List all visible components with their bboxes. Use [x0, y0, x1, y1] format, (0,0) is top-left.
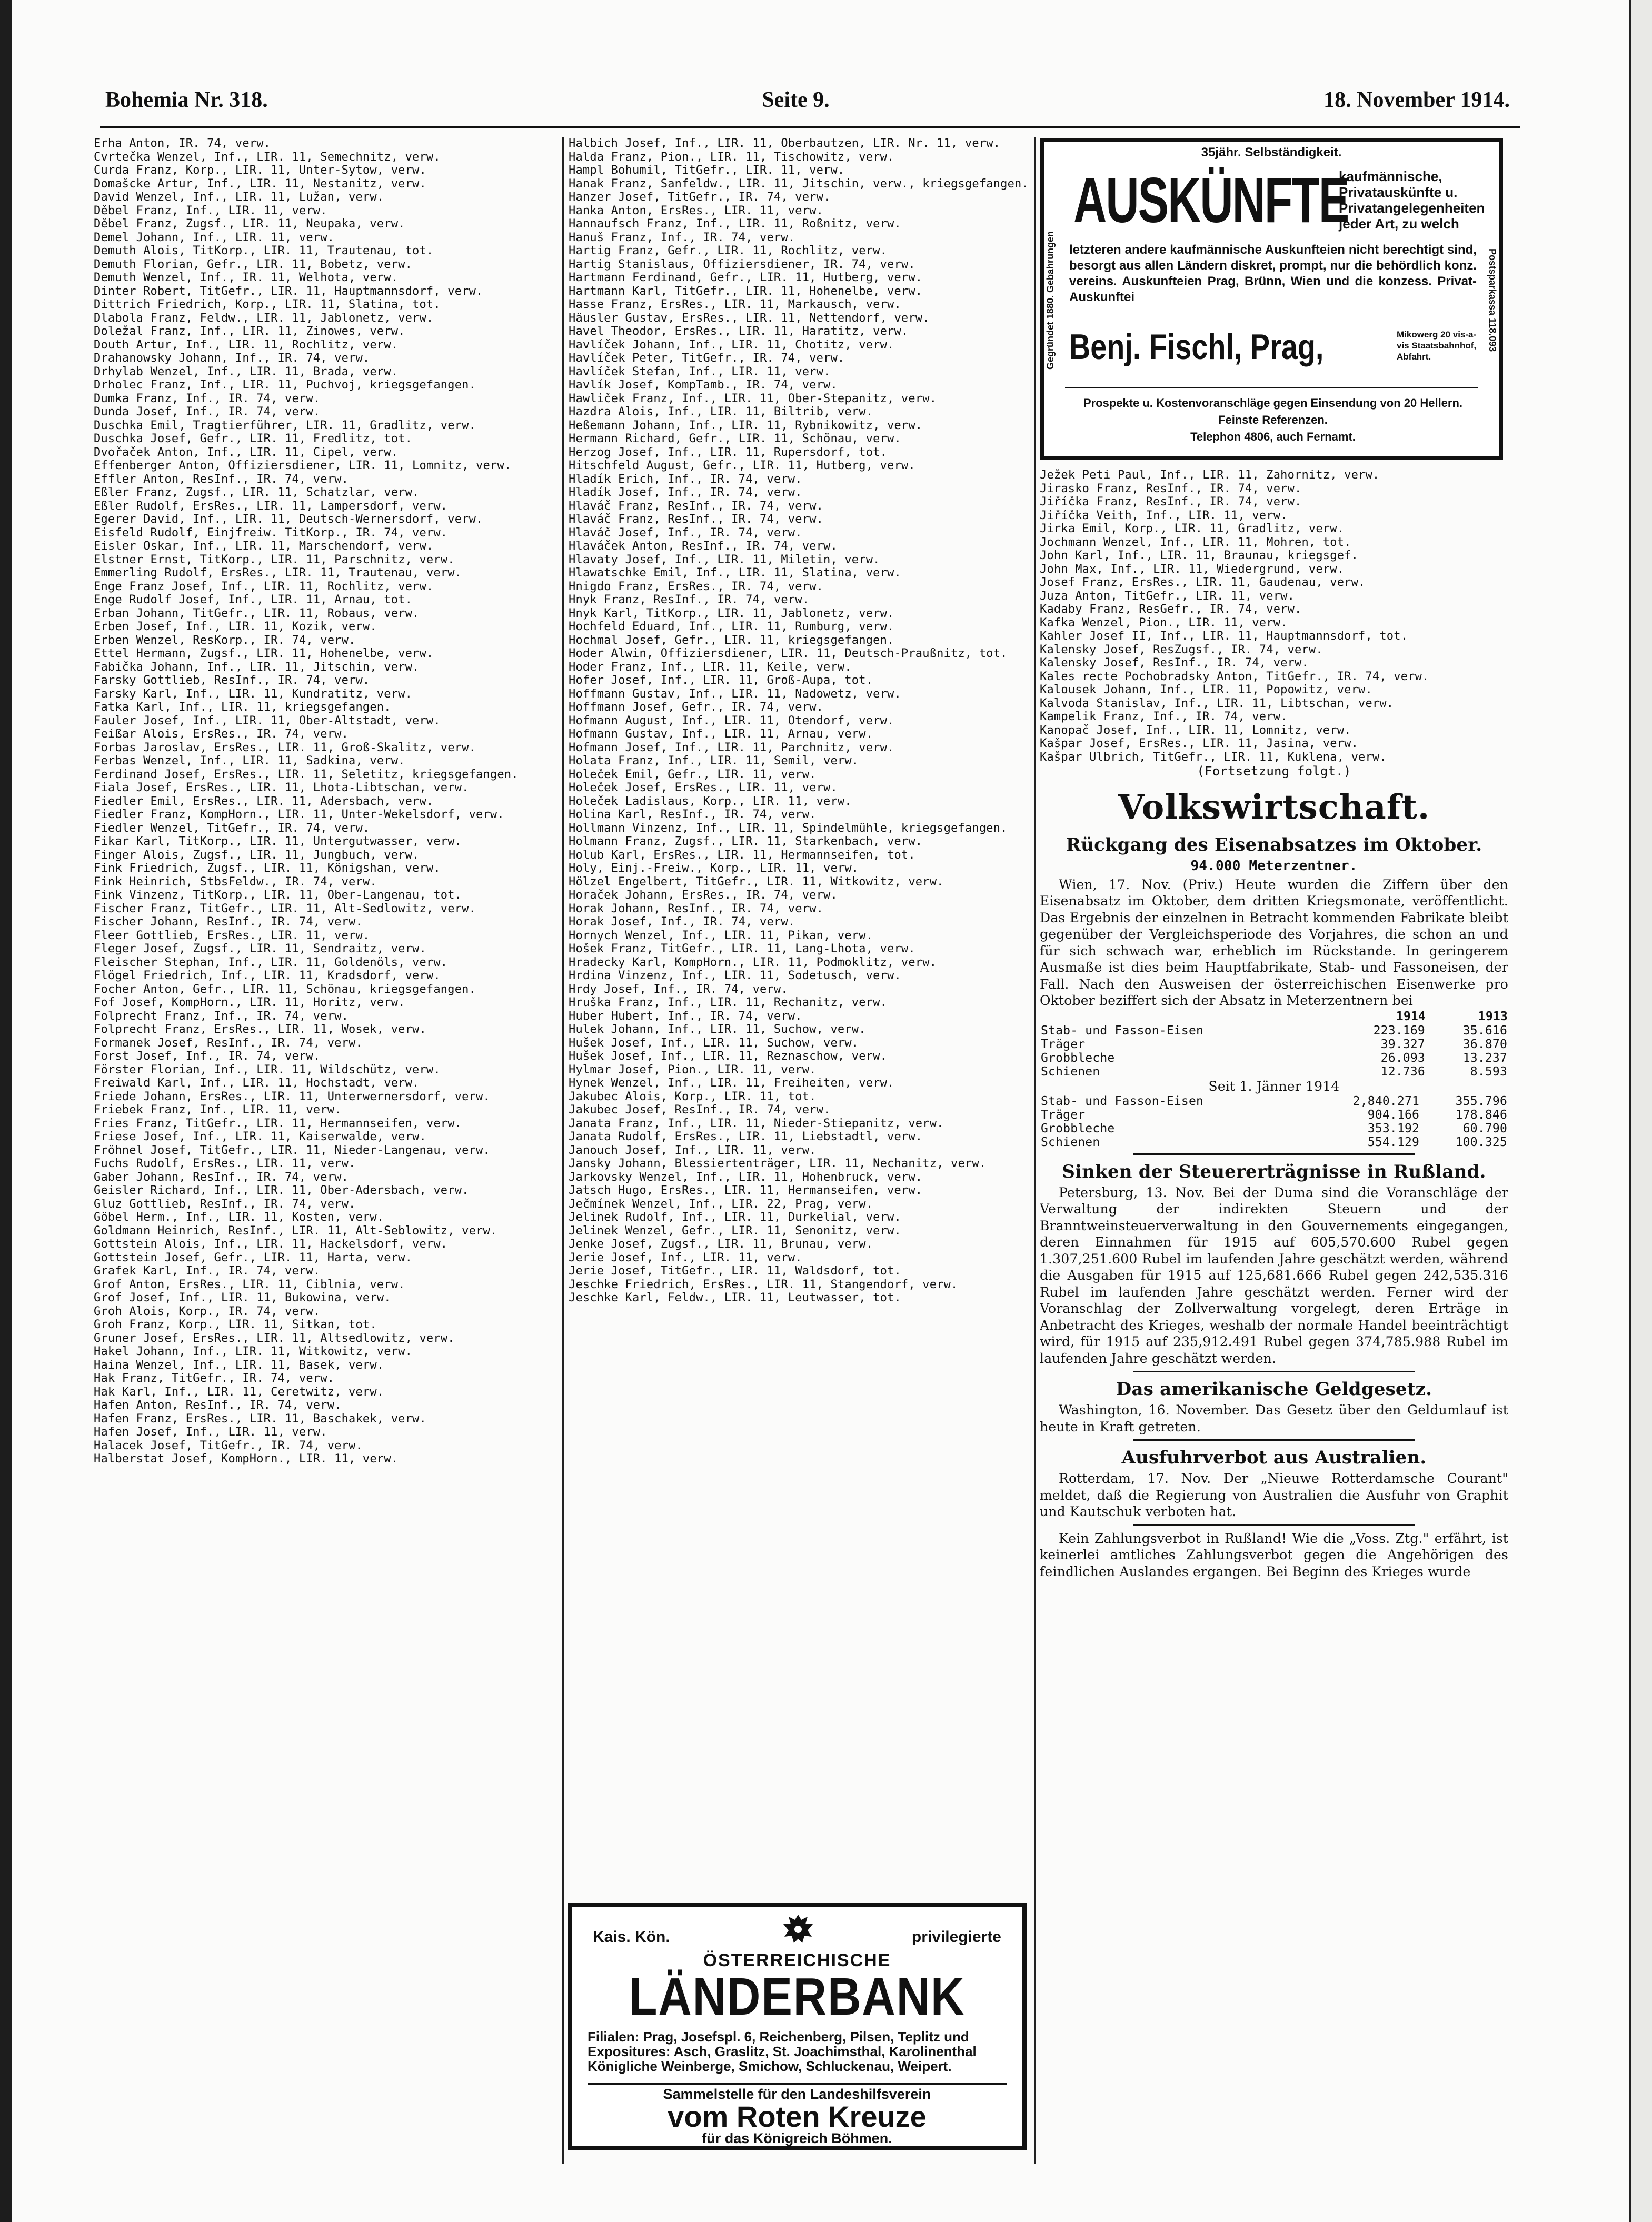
casualty-entry: Hampl Bohumil, TitGefr., LIR. 11, verw.	[569, 164, 845, 177]
casualty-entry: Hartmann Karl, TitGefr., LIR. 11, Hohenelbe, verw.	[569, 284, 923, 298]
casualty-entry: Hartmann Ferdinand, Gefr., LIR. 11, Hutberg, verw.	[569, 271, 923, 284]
table-cell-value: 355.796	[1455, 1094, 1507, 1108]
casualty-entry: Farsky Gottlieb, ResInf., IR. 74, verw.	[94, 674, 370, 687]
header-page-number: Seite 9.	[762, 88, 830, 112]
casualty-entry: Fiedler Emil, ErsRes., LIR. 11, Adersbach, verw.	[94, 794, 434, 808]
page-header	[105, 79, 1510, 121]
table-row	[1040, 1051, 1508, 1065]
ad-headline: AUSKÜNFTE	[1073, 164, 1349, 236]
article-divider	[1133, 1439, 1415, 1441]
article-body-russia-taxes: Petersburg, 13. Nov. Bei der Duma sind die Voranschläge der Verwaltung der indirekten Steuern und der Branntweinsteuerverwaltung in den Gouvernements eingegangen, deren Einnahmen für 1915 auf 605,570.600 Rubel gegen 1.307,251.600 Rubel im laufenden Jahre geschätzt werden, während die Ausgaben für 1915 auf 125,681.666 Rubel gegen 242,535.316 Rubel im laufenden Jahre geschätzt werden. Ferner wird der Voranschlag der Zollverwaltung vorgelegt, deren Erträge in Anbetracht des Krieges, weshalb der normale Handel beeinträchtigt wird, für 1915 auf 235,912.491 Rubel gegen 374,785.988 Rubel im laufenden Jahre geschätzt werden.	[1040, 1184, 1508, 1366]
table-cell-value: 60.790	[1462, 1121, 1507, 1135]
casualty-entry: Kales recte Pochobradsky Anton, TitGefr., IR. 74, verw.	[1040, 670, 1429, 683]
casualty-entry: Ettel Hermann, Zugsf., LIR. 11, Hohenelbe, verw.	[94, 647, 434, 660]
casualty-entry: Kadaby Franz, ResGefr., IR. 74, verw.	[1040, 603, 1302, 616]
casualty-entry: Dunda Josef, Inf., IR. 74, verw.	[94, 405, 321, 419]
casualty-entry: Feißar Alois, ErsRes., IR. 74, verw.	[94, 728, 349, 741]
casualty-entry: Doležal Franz, Inf., LIR. 11, Zinowes, verw.	[94, 325, 405, 338]
casualty-entry: Drhylab Wenzel, Inf., LIR. 11, Brada, verw.	[94, 365, 399, 378]
casualty-entry: Kampelik Franz, Inf., IR. 74, verw.	[1040, 710, 1288, 723]
casualty-entry: Friebek Franz, Inf., LIR. 11, verw.	[94, 1103, 342, 1117]
ad-side-text-left: Gegründet 1880. Gebahrungen	[1045, 231, 1056, 370]
table-cell-product: Grobbleche	[1041, 1121, 1115, 1135]
table-cell-value: 12.736	[1380, 1064, 1425, 1079]
casualty-entry: Jelinek Rudolf, Inf., LIR. 11, Durkelial, verw.	[569, 1211, 901, 1224]
casualty-entry: Fink Heinrich, StbsFeldw., IR. 74, verw.	[94, 875, 377, 889]
casualty-entry: Eßler Rudolf, ErsRes., LIR. 11, Lampersdorf, verw.	[94, 499, 448, 513]
continued-note: (Fortsetzung folgt.)	[1197, 764, 1351, 779]
table-row	[1040, 1024, 1508, 1038]
table-header-1913: 1913	[1478, 1009, 1508, 1023]
casualty-entry: Hynek Wenzel, Inf., LIR. 11, Freiheiten, verw.	[569, 1077, 894, 1090]
casualty-entry: Drholec Franz, Inf., LIR. 11, Puchvoj, kriegsgefangen.	[94, 378, 476, 392]
ad-privileged: privilegierte	[911, 1928, 1001, 1946]
column-divider	[1034, 137, 1036, 2164]
advertisement-landerbank	[568, 1903, 1027, 2150]
casualty-entry: Jatsch Hugo, ErsRes., LIR. 11, Hermanseifen, verw.	[569, 1184, 923, 1197]
casualty-entry: Kalensky Josef, ResZugsf., IR. 74, verw.	[1040, 643, 1323, 656]
casualty-entry: Hasse Franz, ErsRes., LIR. 11, Markausch, verw.	[569, 298, 901, 311]
casualty-entry: Hlaváč Josef, Inf., IR. 74, verw.	[569, 526, 802, 540]
table-cell-product: Stab- und Fasson-Eisen	[1041, 1094, 1204, 1108]
casualty-entry: Forbas Jaroslav, ErsRes., LIR. 11, Groß-Skalitz, verw.	[94, 741, 476, 754]
casualty-entry: Jenke Josef, Zugsf., LIR. 11, Brunau, verw.	[569, 1238, 873, 1251]
casualty-entry: Hartig Stanislaus, Offiziersdiener, IR. 74, verw.	[569, 257, 915, 271]
casualty-entry: Fuchs Rudolf, ErsRes., LIR. 11, verw.	[94, 1157, 356, 1170]
casualty-entry: Hoder Alwin, Offiziersdiener, LIR. 11, Deutsch-Praußnitz, tot.	[569, 647, 1008, 660]
article-body-payment-ban: Kein Zahlungsverbot in Rußland! Wie die „Voss. Ztg." erfährt, ist keinerlei amtliches Zahlungsverbot gegen die Angehörigen des feindlichen Auslandes ergangen. Bei Beginn des Krieges wurde	[1040, 1530, 1508, 1579]
casualty-entry: Fauler Josef, Inf., LIR. 11, Ober-Altstadt, verw.	[94, 714, 441, 728]
casualty-entry: Jerie Josef, TitGefr., LIR. 11, Waldsdorf, tot.	[569, 1264, 901, 1278]
casualty-entry: Hlaváček Anton, ResInf., IR. 74, verw.	[569, 540, 838, 553]
casualty-entry: Hanak Franz, Sanfeldw., LIR. 11, Jitschin, verw., kriegsgefangen.	[569, 177, 1029, 191]
casualty-entry: Jeschke Karl, Feldw., LIR. 11, Leutwasser, tot.	[569, 1291, 901, 1304]
casualty-entry: Hitschfeld August, Gefr., LIR. 11, Hutberg, verw.	[569, 459, 915, 472]
casualty-entry: Kafka Wenzel, Pion., LIR. 11, verw.	[1040, 616, 1288, 630]
casualty-entry: Enge Rudolf Josef, Inf., LIR. 11, Arnau, tot.	[94, 593, 413, 606]
casualty-entry: Hrdina Vinzenz, Inf., LIR. 11, Sodetusch, verw.	[569, 969, 901, 982]
casualty-entry: Grafek Karl, Inf., IR. 74, verw.	[94, 1264, 321, 1278]
casualty-entry: Goldmann Heinrich, ResInf., LIR. 11, Alt-Seblowitz, verw.	[94, 1224, 497, 1238]
casualty-entry: Jochmann Wenzel, Inf., LIR. 11, Mohren, tot.	[1040, 535, 1351, 549]
table-cell-value: 13.237	[1462, 1051, 1507, 1065]
ad-tagline: 35jähr. Selbständigkeit.	[1201, 145, 1342, 160]
casualty-entry: David Wenzel, Inf., LIR. 11, Lužan, verw.	[94, 191, 384, 204]
casualty-entry: Fischer Franz, TitGefr., LIR. 11, Alt-Sedlowitz, verw.	[94, 902, 476, 915]
ad-telephone: Telephon 4806, auch Fernamt.	[1190, 430, 1356, 443]
casualty-entry: Folprecht Franz, ErsRes., LIR. 11, Wosek, verw.	[94, 1023, 426, 1036]
casualty-entry: Horaček Johann, ErsRes., IR. 74, verw.	[569, 889, 838, 902]
casualty-entry: Ječmínek Wenzel, Inf., LIR. 22, Prag, verw.	[569, 1197, 873, 1211]
casualty-entry: Fröhnel Josef, TitGefr., LIR. 11, Nieder-Langenau, verw.	[94, 1143, 490, 1157]
table-cell-product: Träger	[1041, 1037, 1086, 1051]
casualty-entry: Fink Friedrich, Zugsf., LIR. 11, Königshan, verw.	[94, 862, 441, 875]
casualty-entry: Dinter Robert, TitGefr., LIR. 11, Hauptmannsdorf, verw.	[94, 284, 483, 298]
table-cell-value: 2,840.271	[1352, 1094, 1420, 1108]
casualty-entry: Hanka Anton, ErsRes., LIR. 11, verw.	[569, 204, 824, 217]
casualty-entry: Emmerling Rudolf, ErsRes., LIR. 11, Trautenau, verw.	[94, 566, 462, 580]
casualty-entry: Hannaufsch Franz, Inf., LIR. 11, Roßnitz, verw.	[569, 217, 901, 231]
casualty-entry: Havel Theodor, ErsRes., LIR. 11, Haratitz, verw.	[569, 325, 909, 338]
casualty-entry: Hafen Franz, ErsRes., LIR. 11, Baschakek, verw.	[94, 1412, 426, 1426]
casualty-entry: Drahanowsky Johann, Inf., IR. 74, verw.	[94, 352, 370, 365]
table-cell-value: 100.325	[1455, 1135, 1507, 1149]
casualty-entry: Hylmar Josef, Pion., LIR. 11, verw.	[569, 1063, 817, 1077]
casualty-entry: Hölzel Engelbert, TitGefr., LIR. 11, Witkowitz, verw.	[569, 875, 944, 889]
casualty-entry: Halbich Josef, Inf., LIR. 11, Oberbautzen, LIR. Nr. 11, verw.	[569, 137, 1001, 150]
column-divider	[562, 137, 564, 2164]
casualty-entry: Fiedler Franz, KompHorn., LIR. 11, Unter-Wekelsdorf, verw.	[94, 808, 504, 821]
casualty-entry: Havlíček Stefan, Inf., LIR. 11, verw.	[569, 365, 831, 378]
casualty-entry: Jeschke Friedrich, ErsRes., LIR. 11, Stangendorf, verw.	[569, 1278, 958, 1291]
casualty-entry: Jakubec Alois, Korp., LIR. 11, tot.	[569, 1090, 817, 1103]
casualty-entry: Ferdinand Josef, ErsRes., LIR. 11, Seletitz, kriegsgefangen.	[94, 768, 519, 781]
article-divider	[1133, 1153, 1415, 1155]
casualty-entry: Enge Franz Josef, Inf., LIR. 11, Rochlitz, verw.	[94, 580, 434, 593]
section-title-economy: Volkswirtschaft.	[1118, 787, 1430, 827]
casualty-entry: Hlaváč Franz, ResInf., IR. 74, verw.	[569, 513, 824, 526]
table-cell-value: 353.192	[1367, 1121, 1420, 1135]
casualty-entry: Hak Karl, Inf., LIR. 11, Ceretwitz, verw.	[94, 1385, 384, 1399]
casualty-entry: Holeček Ladislaus, Korp., LIR. 11, verw.	[569, 794, 852, 808]
ad-red-cross: vom Roten Kreuze	[668, 2100, 927, 2133]
casualty-entry: Jirasko Franz, ResInf., IR. 74, verw.	[1040, 482, 1302, 495]
casualty-entry: Hnyk Franz, ResInf., IR. 74, verw.	[569, 593, 810, 606]
scan-edge-left	[0, 0, 12, 2222]
double-eagle-icon	[777, 1910, 819, 1952]
casualty-entry: Hanuš Franz, Inf., IR. 74, verw.	[569, 231, 795, 244]
ad-right-text: kaufmännische, Privatauskünfte u. Privatangelegenheiten jeder Art, zu welch	[1339, 168, 1485, 232]
article-body-us-money-law: Washington, 16. November. Das Gesetz über den Geldumlauf ist heute in Kraft getreten.	[1040, 1402, 1508, 1434]
casualty-entry: Demuth Alois, TitKorp., LIR. 11, Trautenau, tot.	[94, 244, 434, 257]
casualty-entry: Ferbas Wenzel, Inf., LIR. 11, Sadkina, verw.	[94, 754, 405, 768]
casualty-entry: Eßler Franz, Zugsf., LIR. 11, Schatzlar, verw.	[94, 486, 420, 499]
casualty-entry: Havlík Josef, KompTamb., IR. 74, verw.	[569, 378, 838, 392]
table-header-1914: 1914	[1396, 1009, 1426, 1023]
article-title-iron: Rückgang des Eisenabsatzes im Oktober.	[1066, 834, 1482, 855]
casualty-entry: Jarkovsky Wenzel, Inf., LIR. 11, Hohenbruck, verw.	[569, 1170, 923, 1184]
casualty-entry: Kalousek Johann, Inf., LIR. 11, Popowitz, verw.	[1040, 683, 1372, 696]
casualty-entry: Kašpar Ulbrich, TitGefr., LIR. 11, Kuklena, verw.	[1040, 750, 1387, 764]
casualty-entry: Fof Josef, KompHorn., LIR. 11, Horitz, verw.	[94, 996, 405, 1009]
casualty-list-column-2	[569, 137, 1032, 1885]
article-subtitle-iron: 94.000 Meterzentner.	[1190, 858, 1358, 874]
casualty-entry: John Max, Inf., LIR. 11, Wiedergrund, verw.	[1040, 562, 1345, 576]
ad-side-text-right: Postsparkassa 118.093	[1487, 248, 1498, 352]
casualty-entry: Heßemann Johann, Inf., LIR. 11, Rybnikowitz, verw.	[569, 419, 923, 432]
casualty-entry: Cvrtečka Wenzel, Inf., LIR. 11, Semechnitz, verw.	[94, 150, 441, 164]
casualty-entry: Děbel Franz, Inf., LIR. 11, verw.	[94, 204, 327, 217]
casualty-entry: Formanek Josef, ResInf., IR. 74, verw.	[94, 1036, 363, 1050]
casualty-entry: Jiříčka Franz, ResInf., IR. 74, verw.	[1040, 495, 1302, 509]
casualty-entry: Hušek Josef, Inf., LIR. 11, Suchow, verw.	[569, 1036, 859, 1050]
casualty-list-column-1	[94, 137, 557, 2164]
table-cell-product: Stab- und Fasson-Eisen	[1041, 1023, 1204, 1038]
right-column	[1040, 469, 1508, 2164]
casualty-entry: Gottstein Josef, Gefr., LIR. 11, Harta, verw.	[94, 1251, 413, 1264]
casualty-entry: Egerer David, Inf., LIR. 11, Deutsch-Wernersdorf, verw.	[94, 513, 483, 526]
casualty-entry: Hladík Erich, Inf., IR. 74, verw.	[569, 472, 802, 486]
casualty-entry: Hlavaty Josef, Inf., LIR. 11, Miletin, verw.	[569, 553, 880, 566]
casualty-entry: Gluz Gottlieb, ResInf., IR. 74, verw.	[94, 1197, 356, 1211]
casualty-entry: Farsky Karl, Inf., LIR. 11, Kundratitz, verw.	[94, 687, 413, 701]
ad-divider	[1065, 387, 1478, 388]
casualty-entry: Douth Artur, Inf., LIR. 11, Rochlitz, verw.	[94, 338, 399, 352]
casualty-entry: Dvořaček Anton, Inf., LIR. 11, Cipel, verw.	[94, 445, 399, 459]
casualty-entry: Hakel Johann, Inf., LIR. 11, Witkowitz, verw.	[94, 1345, 413, 1358]
header-rule	[100, 126, 1520, 128]
casualty-entry: Groh Franz, Korp., LIR. 11, Sitkan, tot.	[94, 1318, 377, 1331]
table-caption: Seit 1. Jänner 1914	[1208, 1078, 1340, 1094]
casualty-entry: Effenberger Anton, Offiziersdiener, LIR. 11, Lomnitz, verw.	[94, 459, 512, 472]
casualty-entry: Holy, Einj.-Freiw., Korp., LIR. 11, verw.	[569, 862, 859, 875]
iron-sales-table	[1040, 1009, 1508, 1079]
table-cell-product: Grobbleche	[1041, 1051, 1115, 1065]
ad-austrian: ÖSTERREICHISCHE	[703, 1950, 891, 1970]
table-cell-product: Träger	[1041, 1108, 1086, 1122]
casualty-entry: Holina Karl, ResInf., IR. 74, verw.	[569, 808, 817, 821]
casualty-entry: Gottstein Alois, Inf., LIR. 11, Hackelsdorf, verw.	[94, 1238, 448, 1251]
casualty-entry: Huber Hubert, Inf., IR. 74, verw.	[569, 1009, 802, 1023]
casualty-entry: Duschka Josef, Gefr., LIR. 11, Fredlitz, tot.	[94, 432, 413, 445]
casualty-entry: Fleer Gottlieb, ErsRes., LIR. 11, verw.	[94, 929, 370, 942]
table-cell-value: 36.870	[1462, 1037, 1507, 1051]
ad-branches: Filialen: Prag, Josefspl. 6, Reichenberg, Pilsen, Teplitz und Expositures: Asch, Graslitz, St. Joachimsthal, Karolinenthal Königliche Weinberge, Smichow, Schluckenau, Weipert.	[588, 2029, 977, 2074]
casualty-entry: Janouch Josef, Inf., LIR. 11, verw.	[569, 1143, 817, 1157]
casualty-entry: Kašpar Josef, ErsRes., LIR. 11, Jasina, verw.	[1040, 737, 1359, 750]
casualty-entry: Halberstat Josef, KompHorn., LIR. 11, verw.	[94, 1452, 399, 1466]
casualty-entry: Horak Johann, ResInf., IR. 74, verw.	[569, 902, 824, 915]
casualty-entry: Hak Franz, TitGefr., IR. 74, verw.	[94, 1372, 335, 1385]
casualty-entry: Hofer Josef, Inf., LIR. 11, Groß-Aupa, tot.	[569, 674, 873, 687]
casualty-entry: Hochfeld Eduard, Inf., LIR. 11, Rumburg, verw.	[569, 620, 894, 633]
ad-footer	[1069, 395, 1477, 445]
casualty-entry: Hoffmann Josef, Gefr., IR. 74, verw.	[569, 701, 824, 714]
article-body-iron: Wien, 17. Nov. (Priv.) Heute wurden die Ziffern über den Eisenabsatz im Oktober, dem dritten Kriegsmonate, veröffentlicht. Das Ergebnis der einzelnen in Betracht kommenden Fabrikate bleibt gegenüber der Vergleichsperiode des Vorjahres, die schon an und für sich schwach war, erheblich im Rückstande. In geringerem Ausmaße ist dies beim Hauptfabrikate, Stab- und Fassoneisen, der Fall. Nach den Ausweisen der österreichischen Eisenwerke pro Oktober beziffert sich der Absatz in Meterzentnern bei	[1040, 876, 1508, 1008]
casualty-entry: Haina Wenzel, Inf., LIR. 11, Basek, verw.	[94, 1358, 384, 1372]
casualty-entry: Hlawatschke Emil, Inf., LIR. 11, Slatina, verw.	[569, 566, 901, 580]
ad-company-name: Benj. Fischl, Prag,	[1069, 327, 1324, 367]
casualty-entry: Fatka Karl, Inf., LIR. 11, kriegsgefangen.	[94, 701, 391, 714]
casualty-entry: Kahler Josef II, Inf., LIR. 11, Hauptmannsdorf, tot.	[1040, 630, 1408, 643]
article-divider	[1133, 1371, 1415, 1372]
casualty-entry: Focher Anton, Gefr., LIR. 11, Schönau, kriegsgefangen.	[94, 982, 476, 996]
article-body-australia-export: Rotterdam, 17. Nov. Der „Nieuwe Rotterdamsche Courant" meldet, daß die Regierung von Australien die Ausfuhr von Graphit und Kautschuk verboten hat.	[1040, 1471, 1508, 1519]
casualty-entry: Holub Karl, ErsRes., LIR. 11, Hermannseifen, tot.	[569, 848, 915, 862]
casualty-entry: Häusler Gustav, ErsRes., LIR. 11, Nettendorf, verw.	[569, 311, 930, 325]
ad-body: letzteren andere kaufmännische Auskunfteien nicht berechtigt sind, besorgt aus allen Ländern diskret, prompt, nur die behördlich konz. vereins. Auskunfteien Prag, Brünn, Wien und die konzess. Privat-Auskunftei	[1069, 243, 1477, 304]
casualty-entry: Hawliček Franz, Inf., LIR. 11, Ober-Stepanitz, verw.	[569, 392, 937, 405]
casualty-entry: Horak Josef, Inf., IR. 74, verw.	[569, 915, 795, 929]
article-title-russia-taxes: Sinken der Steuererträgnisse in Rußland.	[1062, 1161, 1486, 1182]
scan-edge-right	[1629, 0, 1652, 2222]
table-row	[1040, 1038, 1508, 1051]
casualty-entry: Halacek Josef, TitGefr., IR. 74, verw.	[94, 1439, 363, 1452]
casualty-entry: Gaber Johann, ResInf., IR. 74, verw.	[94, 1170, 349, 1184]
casualty-entry: Flögel Friedrich, Inf., LIR. 11, Kradsdorf, verw.	[94, 969, 441, 982]
casualty-entry: Hazdra Alois, Inf., LIR. 11, Biltrib, verw.	[569, 405, 873, 419]
casualty-entry: Hradecky Karl, KompHorn., LIR. 11, Podmoklitz, verw.	[569, 955, 937, 969]
casualty-entry: Dlabola Franz, Feldw., LIR. 11, Jablonetz, verw.	[94, 311, 434, 325]
header-paper-name: Bohemia Nr. 318.	[105, 88, 268, 112]
casualty-entry: Domašcke Artur, Inf., LIR. 11, Nestanitz, verw.	[94, 177, 426, 191]
casualty-entry: Hartig Franz, Gefr., LIR. 11, Rochlitz, verw.	[569, 244, 888, 257]
table-cell-value: 35.616	[1462, 1023, 1507, 1038]
table-row	[1040, 1135, 1508, 1149]
article-divider	[1133, 1524, 1415, 1526]
casualty-entry: Kanopač Josef, Inf., LIR. 11, Lomnitz, verw.	[1040, 723, 1351, 737]
table-cell-value: 554.129	[1367, 1135, 1420, 1149]
casualty-entry: Kalensky Josef, ResInf., IR. 74, verw.	[1040, 656, 1309, 670]
casualty-entry: Hošek Franz, TitGefr., LIR. 11, Lang-Lhota, verw.	[569, 942, 915, 955]
casualty-entry: Duschka Emil, Tragtierführer, LIR. 11, Gradlitz, verw.	[94, 419, 476, 432]
casualty-entry: Janata Franz, Inf., LIR. 11, Nieder-Stiepanitz, verw.	[569, 1117, 944, 1130]
casualty-entry: Hoder Franz, Inf., LIR. 11, Keile, verw.	[569, 660, 852, 674]
casualty-entry: Děbel Franz, Zugsf., LIR. 11, Neupaka, verw.	[94, 217, 405, 231]
casualty-entry: Freiwald Karl, Inf., LIR. 11, Hochstadt, verw.	[94, 1077, 420, 1090]
casualty-entry: Jirka Emil, Korp., LIR. 11, Gradlitz, verw.	[1040, 522, 1345, 535]
casualty-entry: Grof Anton, ErsRes., LIR. 11, Ciblnia, verw.	[94, 1278, 405, 1291]
casualty-entry: Friese Josef, Inf., LIR. 11, Kaiserwalde, verw.	[94, 1130, 426, 1143]
table-cell-value: 223.169	[1373, 1023, 1425, 1038]
header-date: 18. November 1914.	[1323, 88, 1510, 112]
casualty-entry: Hochmal Josef, Gefr., LIR. 11, kriegsgefangen.	[569, 633, 894, 647]
casualty-entry: Hollmann Vinzenz, Inf., LIR. 11, Spindelmühle, kriegsgefangen.	[569, 821, 1008, 835]
casualty-entry: Göbel Herm., Inf., LIR. 11, Kosten, verw.	[94, 1211, 384, 1224]
table-row	[1040, 1122, 1508, 1135]
casualty-entry: Holeček Josef, ErsRes., LIR. 11, verw.	[569, 781, 838, 794]
casualty-entry: Havlíček Johann, Inf., LIR. 11, Chotitz, verw.	[569, 338, 894, 352]
ad-footer-text: Prospekte u. Kostenvoranschläge gegen Einsendung von 20 Hellern. Feinste Referenzen.	[1083, 396, 1463, 426]
casualty-entry: Hofmann Josef, Inf., LIR. 11, Parchnitz, verw.	[569, 741, 894, 754]
advertisement-auskunfte	[1040, 138, 1503, 460]
casualty-entry: Demel Johann, Inf., LIR. 11, verw.	[94, 231, 335, 244]
casualty-entry: Jansky Johann, Blessiertenträger, LIR. 11, Nechanitz, verw.	[569, 1157, 987, 1170]
casualty-entry: Dumka Franz, Inf., IR. 74, verw.	[94, 392, 321, 405]
casualty-entry: Hanzer Josef, TitGefr., IR. 74, verw.	[569, 191, 831, 204]
casualty-entry: Finger Alois, Zugsf., LIR. 11, Jungbuch, verw.	[94, 848, 420, 862]
casualty-entry: Demuth Florian, Gefr., LIR. 11, Bobetz, verw.	[94, 257, 413, 271]
casualty-entry: Jerie Josef, Inf., LIR. 11, verw.	[569, 1251, 802, 1264]
casualty-entry: Kalvoda Stanislav, Inf., LIR. 11, Libtschan, verw.	[1040, 696, 1394, 710]
casualty-entry: Holeček Emil, Gefr., LIR. 11, verw.	[569, 768, 817, 781]
table-row	[1040, 1065, 1508, 1079]
casualty-entry: Fiala Josef, ErsRes., LIR. 11, Lhota-Libtschan, verw.	[94, 781, 469, 794]
ad-divider	[588, 2083, 1007, 2085]
casualty-entry: Fleger Josef, Zugsf., LIR. 11, Sendraitz, verw.	[94, 942, 426, 955]
casualty-entry: Fink Vinzenz, TitKorp., LIR. 11, Ober-Langenau, tot.	[94, 889, 462, 902]
casualty-entry: Folprecht Franz, Inf., IR. 74, verw.	[94, 1009, 349, 1023]
table-cell-value: 904.166	[1367, 1108, 1420, 1122]
casualty-entry: Hnyk Karl, TitKorp., LIR. 11, Jablonetz, verw.	[569, 606, 894, 620]
casualty-entry: Juza Anton, TitGefr., LIR. 11, verw.	[1040, 589, 1295, 603]
casualty-entry: Eisler Oskar, Inf., LIR. 11, Marschendorf, verw.	[94, 540, 434, 553]
casualty-entry: Geisler Richard, Inf., LIR. 11, Ober-Adersbach, verw.	[94, 1184, 469, 1197]
casualty-entry: Josef Franz, ErsRes., LIR. 11, Gaudenau, verw.	[1040, 576, 1366, 589]
article-title-us-money-law: Das amerikanische Geldgesetz.	[1116, 1379, 1432, 1400]
casualty-entry: Fiedler Wenzel, TitGefr., IR. 74, verw.	[94, 821, 370, 835]
casualty-entry: Grof Josef, Inf., LIR. 11, Bukowina, verw.	[94, 1291, 391, 1304]
casualty-entry: Hulek Johann, Inf., LIR. 11, Suchow, verw.	[569, 1023, 866, 1036]
casualty-entry: Hoffmann Gustav, Inf., LIR. 11, Nadowetz, verw.	[569, 687, 901, 701]
casualty-entry: Fries Franz, TitGefr., LIR. 11, Hermannseifen, verw.	[94, 1117, 462, 1130]
ad-bank-name: LÄNDERBANK	[629, 1967, 966, 2026]
casualty-entry: Halda Franz, Pion., LIR. 11, Tischowitz, verw.	[569, 150, 894, 164]
table-cell-product: Schienen	[1041, 1064, 1100, 1079]
table-cell-product: Schienen	[1041, 1135, 1100, 1149]
casualty-entry: John Karl, Inf., LIR. 11, Braunau, kriegsgef.	[1040, 549, 1359, 562]
casualty-entry: Jelinek Wenzel, Gefr., LIR. 11, Senonitz, verw.	[569, 1224, 901, 1238]
casualty-entry: Hnigdo Franz, ErsRes., IR. 74, verw.	[569, 580, 824, 593]
article-title-australia-export: Ausfuhrverbot aus Australien.	[1121, 1447, 1427, 1468]
casualty-entry: Fikar Karl, TitKorp., LIR. 11, Untergutwasser, verw.	[94, 835, 462, 848]
casualty-entry: Jiříčka Veith, Inf., LIR. 11, verw.	[1040, 509, 1288, 522]
casualty-entry: Groh Alois, Korp., IR. 74, verw.	[94, 1304, 321, 1318]
casualty-entry: Hafen Josef, Inf., LIR. 11, verw.	[94, 1426, 327, 1439]
casualty-entry: Erben Josef, Inf., LIR. 11, Kozik, verw.	[94, 620, 377, 633]
casualty-entry: Hofmann Gustav, Inf., LIR. 11, Arnau, verw.	[569, 728, 873, 741]
table-cell-value: 178.846	[1455, 1108, 1507, 1122]
table-cell-value: 8.593	[1470, 1064, 1507, 1079]
casualty-list-column-3	[1040, 469, 1508, 764]
casualty-entry: Hruška Franz, Inf., LIR. 11, Rechanitz, verw.	[569, 996, 888, 1009]
casualty-entry: Havlíček Peter, TitGefr., IR. 74, verw.	[569, 352, 845, 365]
casualty-entry: Forst Josef, Inf., IR. 74, verw.	[94, 1050, 321, 1063]
casualty-entry: Dittrich Friedrich, Korp., LIR. 11, Slatina, tot.	[94, 298, 441, 311]
casualty-entry: Holata Franz, Inf., LIR. 11, Semil, verw.	[569, 754, 859, 768]
casualty-entry: Janata Rudolf, ErsRes., LIR. 11, Liebstadtl, verw.	[569, 1130, 923, 1143]
casualty-entry: Fischer Johann, ResInf., IR. 74, verw.	[94, 915, 363, 929]
casualty-entry: Erban Johann, TitGefr., LIR. 11, Robaus, verw.	[94, 606, 420, 620]
casualty-entry: Fleischer Stephan, Inf., LIR. 11, Goldenöls, verw.	[94, 955, 448, 969]
casualty-entry: Eisfeld Rudolf, Einjfreiw. TitKorp., IR. 74, verw.	[94, 526, 448, 540]
casualty-entry: Hrdy Josef, Inf., IR. 74, verw.	[569, 982, 788, 996]
casualty-entry: Hermann Richard, Gefr., LIR. 11, Schönau, verw.	[569, 432, 901, 445]
ad-kingdom-bohemia: für das Königreich Böhmen.	[702, 2130, 892, 2146]
ad-address: Mikowerg 20 vis-a-vis Staatsbahnhof, Abfahrt.	[1397, 330, 1477, 362]
casualty-entry: Curda Franz, Korp., LIR. 11, Unter-Sytow, verw.	[94, 164, 426, 177]
casualty-entry: Hafen Anton, ResInf., IR. 74, verw.	[94, 1399, 342, 1412]
table-row	[1040, 1094, 1508, 1108]
casualty-entry: Ježek Peti Paul, Inf., LIR. 11, Zahornitz, verw.	[1040, 469, 1380, 482]
ad-kk: Kais. Kön.	[593, 1928, 670, 1946]
casualty-entry: Hofmann August, Inf., LIR. 11, Otendorf, verw.	[569, 714, 894, 728]
casualty-entry: Herzog Josef, Inf., LIR. 11, Rupersdorf, tot.	[569, 445, 888, 459]
casualty-entry: Holmann Franz, Zugsf., LIR. 11, Starkenbach, verw.	[569, 835, 923, 848]
table-cell-value: 39.327	[1380, 1037, 1425, 1051]
casualty-entry: Elstner Ernst, TitKorp., LIR. 11, Parschnitz, verw.	[94, 553, 455, 566]
casualty-entry: Förster Florian, Inf., LIR. 11, Wildschütz, verw.	[94, 1063, 441, 1077]
casualty-entry: Hlaváč Franz, ResInf., IR. 74, verw.	[569, 499, 824, 513]
ad-collection-point: Sammelstelle für den Landeshilfsverein	[663, 2086, 931, 2102]
iron-sales-table-ytd	[1040, 1094, 1508, 1149]
casualty-entry: Hornych Wenzel, Inf., LIR. 11, Pikan, verw.	[569, 929, 873, 942]
casualty-entry: Hušek Josef, Inf., LIR. 11, Reznaschow, verw.	[569, 1050, 888, 1063]
casualty-entry: Erha Anton, IR. 74, verw.	[94, 137, 271, 150]
casualty-entry: Demuth Wenzel, Inf., IR. 11, Welhota, verw.	[94, 271, 399, 284]
casualty-entry: Fabička Johann, Inf., LIR. 11, Jitschin, verw.	[94, 660, 420, 674]
casualty-entry: Effler Anton, ResInf., IR. 74, verw.	[94, 472, 349, 486]
casualty-entry: Erben Wenzel, ResKorp., IR. 74, verw.	[94, 633, 356, 647]
casualty-entry: Hladík Josef, Inf., IR. 74, verw.	[569, 486, 802, 499]
table-cell-value: 26.093	[1380, 1051, 1425, 1065]
table-row	[1040, 1108, 1508, 1122]
casualty-entry: Jakubec Josef, ResInf., IR. 74, verw.	[569, 1103, 831, 1117]
casualty-entry: Gruner Josef, ErsRes., LIR. 11, Altsedlowitz, verw.	[94, 1331, 455, 1345]
casualty-entry: Friede Johann, ErsRes., LIR. 11, Unterwernersdorf, verw.	[94, 1090, 490, 1103]
